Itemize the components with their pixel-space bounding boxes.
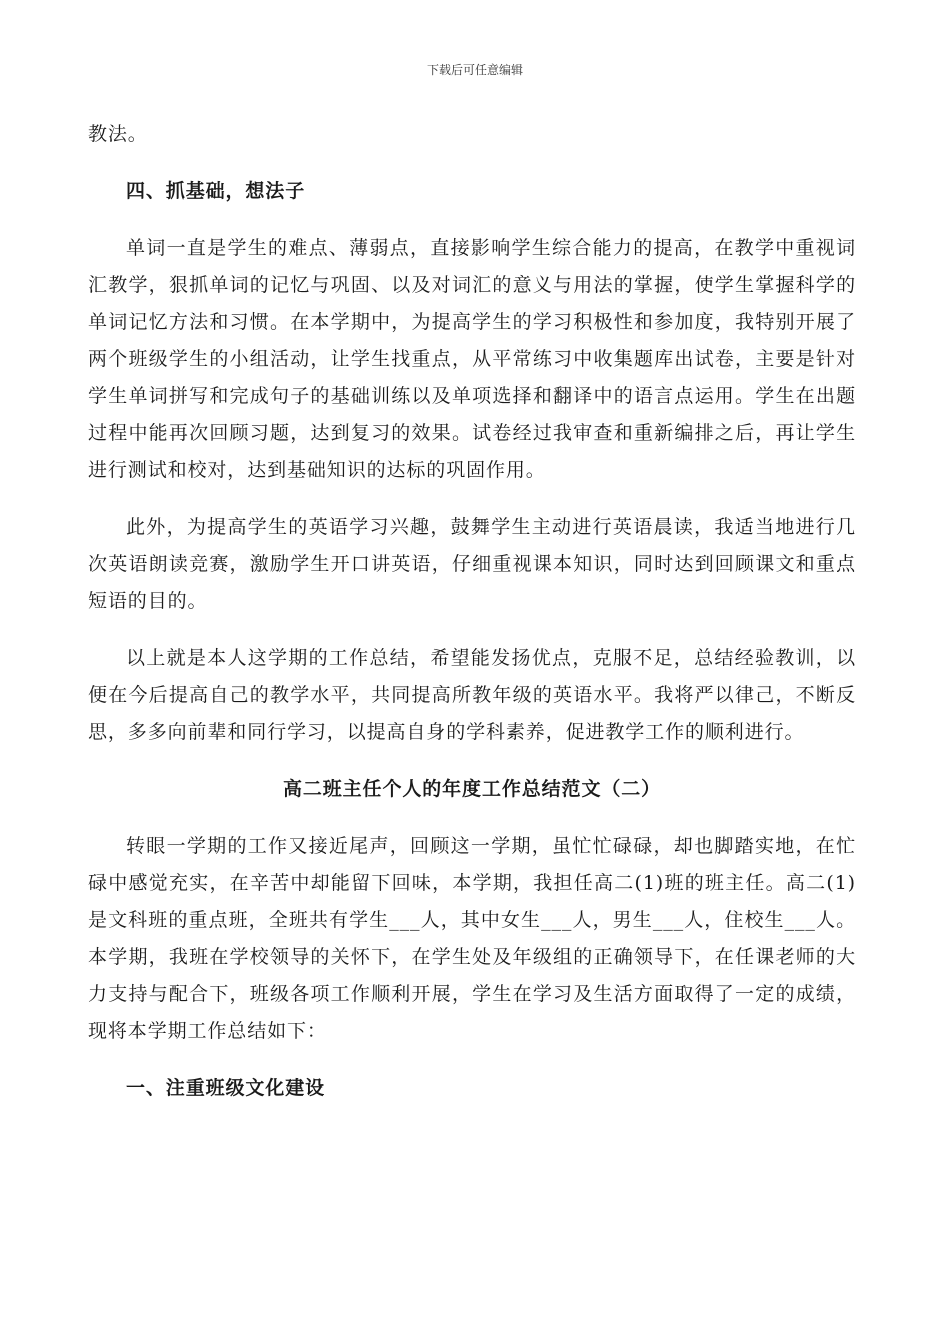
paragraph-continuation: 教法。 [88,123,148,145]
paragraph-summary: 以上就是本人这学期的工作总结，希望能发扬优点，克服不足，总结经验教训，以便在今后提高自己的教学水平，共同提高所教年级的英语水平。我将严以律己，不断反思，多多向前辈和同行学习，以提高自身的学科素养，促进教学工作的顺利进行。 [88,647,856,743]
section-heading-four: 四、抓基础，想法子 [126,180,306,202]
paragraph-vocabulary: 单词一直是学生的难点、薄弱点，直接影响学生综合能力的提高，在教学中重视词汇教学，狠抓单词的记忆与巩固、以及对词汇的意义与用法的掌握，使学生掌握科学的单词记忆方法和习惯。在本学期中，为提高学生的学习积极性和参加度，我特别开展了两个班级学生的小组活动，让学生找重点，从平常练习中收集题库出试卷，主要是针对学生单词拼写和完成句子的基础训练以及单项选择和翻译中的语言点运用。学生在出题过程中能再次回顾习题，达到复习的效果。试卷经过我审查和重新编排之后，再让学生进行测试和校对，达到基础知识的达标的巩固作用。 [88,237,856,481]
page-header: 下载后可任意编辑 [426,63,523,77]
paragraph-intro: 转眼一学期的工作又接近尾声，回顾这一学期，虽忙忙碌碌，却也脚踏实地，在忙碌中感觉充实，在辛苦中却能留下回味，本学期，我担任高二(1)班的班主任。高二(1)是文科班的重点班，全班共有学生___人，其中女生___人，男生___人，住校生___人。本学期，我班在学校领导的关怀下，在学生处及年级组的正确领导下，在任课老师的大力支持与配合下，班级各项工作顺利开展，学生在学习及生活方面取得了一定的成绩，现将本学期工作总结如下： [88,835,856,1042]
document-body [88,116,856,1107]
paragraph-reading-contest: 此外，为提高学生的英语学习兴趣，鼓舞学生主动进行英语晨读，我适当地进行几次英语朗读竞赛，激励学生开口讲英语，仔细重视课本知识，同时达到回顾课文和重点短语的目的。 [88,516,856,612]
section-heading-one: 一、注重班级文化建设 [126,1077,326,1099]
document-title-two: 高二班主任个人的年度工作总结范文（二） [282,778,662,800]
